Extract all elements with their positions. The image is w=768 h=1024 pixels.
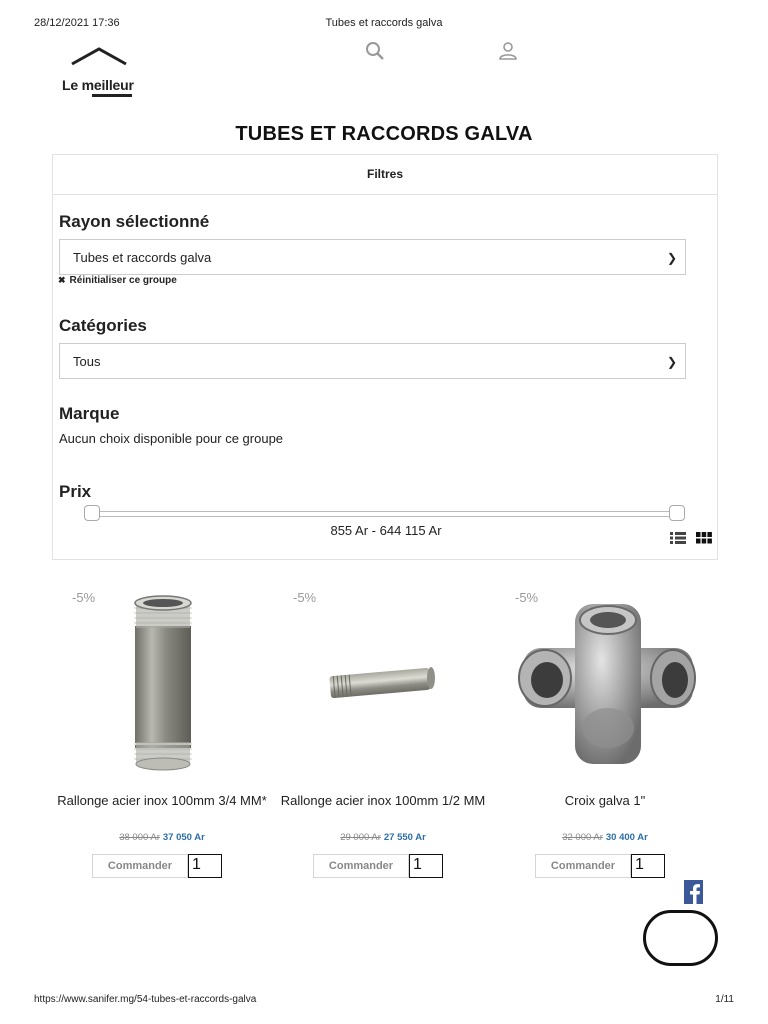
page-title: TUBES ET RACCORDS GALVA: [235, 123, 533, 145]
grid-view-icon[interactable]: [696, 531, 712, 545]
logo-text: Le meilleur: [62, 77, 134, 93]
old-price: 38 000 Ar: [119, 832, 160, 843]
list-view-icon[interactable]: [670, 531, 686, 545]
categories-select[interactable]: [59, 343, 686, 379]
discount-badge: -5%: [515, 590, 539, 605]
price-slider-min-handle[interactable]: [84, 505, 100, 521]
product-prices: [273, 832, 493, 843]
rayon-select-value: Tubes et raccords galva: [73, 250, 212, 265]
categories-select-value: Tous: [73, 354, 101, 369]
quantity-input[interactable]: 1: [409, 854, 443, 878]
marque-empty-text: Aucun choix disponible pour ce groupe: [59, 431, 284, 446]
print-title: Tubes et raccords galva: [325, 17, 443, 29]
product-name[interactable]: Rallonge acier inox 100mm 1/2 MM: [280, 793, 486, 808]
product-card[interactable]: [273, 586, 493, 886]
product-name[interactable]: Croix galva 1": [564, 793, 646, 808]
print-header: [0, 17, 768, 31]
search-icon[interactable]: [364, 40, 386, 62]
new-price: 37 050 Ar: [162, 832, 205, 843]
quantity-input[interactable]: 1: [631, 854, 665, 878]
product-image[interactable]: [505, 586, 705, 778]
old-price: 29 000 Ar: [340, 832, 381, 843]
print-url: https://www.sanifer.mg/54-tubes-et-raccords-galva: [34, 994, 257, 1005]
chevron-down-icon: ❯: [666, 355, 677, 369]
roof-icon: [70, 46, 128, 66]
order-button[interactable]: Commander: [92, 854, 188, 878]
product-image[interactable]: [283, 586, 483, 778]
order-button[interactable]: Commander: [313, 854, 409, 878]
price-slider-max-handle[interactable]: [669, 505, 685, 521]
filters-title[interactable]: Filtres: [53, 155, 717, 195]
prix-heading: Prix: [59, 482, 92, 501]
rayon-heading: Rayon sélectionné: [59, 212, 210, 231]
product-card[interactable]: [52, 586, 272, 886]
discount-badge: -5%: [72, 590, 96, 605]
facebook-icon[interactable]: [684, 880, 703, 904]
chat-bubble-button[interactable]: [643, 910, 718, 966]
product-image[interactable]: [62, 586, 262, 778]
order-button[interactable]: Commander: [535, 854, 631, 878]
new-price: 27 550 Ar: [383, 832, 426, 843]
rayon-select[interactable]: [59, 239, 686, 275]
reset-group-label: Réinitialiser ce groupe: [69, 275, 177, 286]
site-logo[interactable]: [58, 46, 148, 102]
price-range-label: 855 Ar - 644 115 Ar: [330, 523, 442, 538]
price-slider-track[interactable]: [91, 511, 678, 517]
reset-group-link[interactable]: [58, 275, 177, 286]
discount-badge: -5%: [293, 590, 317, 605]
close-icon: ✖: [58, 275, 66, 285]
print-date: 28/12/2021 17:36: [34, 17, 120, 29]
quantity-input[interactable]: 1: [188, 854, 222, 878]
old-price: 32 000 Ar: [562, 832, 603, 843]
print-page-number: 1/11: [715, 994, 734, 1005]
product-card[interactable]: [495, 586, 715, 886]
product-prices: [52, 832, 272, 843]
logo-underline: [92, 94, 132, 97]
product-prices: [495, 832, 715, 843]
product-name[interactable]: Rallonge acier inox 100mm 3/4 MM*: [57, 793, 267, 808]
categories-heading: Catégories: [59, 316, 147, 335]
filters-panel: [52, 154, 718, 560]
marque-heading: Marque: [59, 404, 120, 423]
user-icon[interactable]: [497, 40, 519, 62]
chevron-down-icon: ❯: [666, 251, 677, 265]
new-price: 30 400 Ar: [605, 832, 648, 843]
